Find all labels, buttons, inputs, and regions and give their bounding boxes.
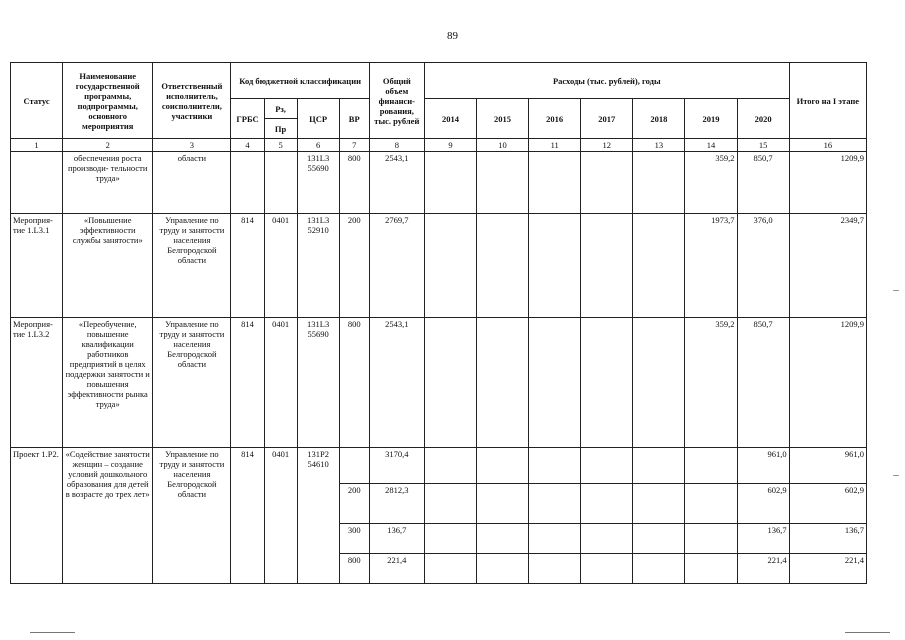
empty-cell	[529, 318, 581, 448]
column-number: 8	[369, 139, 424, 152]
row-vr: 800	[339, 318, 369, 448]
empty-cell	[477, 318, 529, 448]
row-status: Мероприя- тие 1.L3.2	[11, 318, 63, 448]
empty-cell	[633, 554, 685, 584]
column-number: 2	[63, 139, 153, 152]
row-total: 2769,7	[369, 214, 424, 318]
header-year-2015: 2015	[477, 99, 529, 139]
column-number: 14	[685, 139, 737, 152]
header-year-2017: 2017	[581, 99, 633, 139]
page-number: 89	[447, 30, 458, 42]
row-stage: 2349,7	[789, 214, 866, 318]
row-executor: Управление по труду и занятости населения Белгородской области	[153, 318, 231, 448]
header-year-2016: 2016	[529, 99, 581, 139]
row-2019: 359,2	[685, 152, 737, 214]
column-number: 16	[789, 139, 866, 152]
column-number: 12	[581, 139, 633, 152]
row-2019: 359,2	[685, 318, 737, 448]
column-number: 7	[339, 139, 369, 152]
column-number-row	[11, 139, 867, 152]
empty-cell	[477, 484, 529, 524]
budget-table	[10, 62, 867, 584]
table-row	[11, 214, 867, 318]
row-2020: 136,7	[737, 524, 789, 554]
scan-edge-mark	[893, 290, 899, 291]
empty-cell	[529, 554, 581, 584]
column-number: 9	[424, 139, 476, 152]
empty-cell	[581, 554, 633, 584]
header-vr: ВР	[339, 99, 369, 139]
column-number: 6	[297, 139, 339, 152]
row-total: 136,7	[369, 524, 424, 554]
row-csr: 131L3 55690	[297, 318, 339, 448]
header-budget-code: Код бюджетной классификации	[231, 63, 369, 99]
column-number: 5	[264, 139, 297, 152]
column-number: 13	[633, 139, 685, 152]
empty-cell	[477, 152, 529, 214]
empty-cell	[685, 484, 737, 524]
row-stage: 602,9	[789, 484, 866, 524]
project-executor: Управление по труду и занятости населения Белгородской области	[153, 448, 231, 584]
project-rzpr: 0401	[264, 448, 297, 584]
row-status	[11, 152, 63, 214]
table-row	[11, 152, 867, 214]
row-stage: 221,4	[789, 554, 866, 584]
table-row	[11, 318, 867, 448]
empty-cell	[424, 152, 476, 214]
empty-cell	[581, 152, 633, 214]
row-vr: 800	[339, 554, 369, 584]
empty-cell	[633, 214, 685, 318]
row-stage: 1209,9	[789, 152, 866, 214]
header-total-volume: Общий объем финанси- рования, тыс. рублей	[369, 63, 424, 139]
row-grbs: 814	[231, 318, 264, 448]
empty-cell	[633, 152, 685, 214]
row-2020: 221,4	[737, 554, 789, 584]
header-year-2014: 2014	[424, 99, 476, 139]
empty-cell	[685, 448, 737, 484]
empty-cell	[633, 524, 685, 554]
empty-cell	[529, 448, 581, 484]
header-total-stage: Итого на I этапе	[789, 63, 866, 139]
header-grbs: ГРБС	[231, 99, 264, 139]
column-number: 15	[737, 139, 789, 152]
scan-edge-mark	[893, 475, 899, 476]
row-name: «Повышение эффективности службы занятости»	[63, 214, 153, 318]
row-rzpr	[264, 152, 297, 214]
row-status: Мероприя- тие 1.L3.1	[11, 214, 63, 318]
row-vr: 300	[339, 524, 369, 554]
empty-cell	[424, 318, 476, 448]
row-total: 3170,4	[369, 448, 424, 484]
empty-cell	[633, 318, 685, 448]
row-executor: области	[153, 152, 231, 214]
row-grbs	[231, 152, 264, 214]
empty-cell	[685, 524, 737, 554]
row-rzpr: 0401	[264, 318, 297, 448]
row-csr: 131L3 55690	[297, 152, 339, 214]
row-total: 221,4	[369, 554, 424, 584]
row-total: 2543,1	[369, 152, 424, 214]
row-total: 2812,3	[369, 484, 424, 524]
empty-cell	[529, 152, 581, 214]
empty-cell	[477, 448, 529, 484]
row-rzpr: 0401	[264, 214, 297, 318]
column-number: 10	[477, 139, 529, 152]
row-name: обеспечения роста производи- тельности труда»	[63, 152, 153, 214]
empty-cell	[581, 484, 633, 524]
row-vr: 200	[339, 214, 369, 318]
empty-cell	[529, 484, 581, 524]
column-number: 3	[153, 139, 231, 152]
row-csr: 131L3 52910	[297, 214, 339, 318]
empty-cell	[529, 524, 581, 554]
row-stage: 1209,9	[789, 318, 866, 448]
header-expenses: Расходы (тыс. рублей), годы	[424, 63, 789, 99]
header-pr: Пр	[264, 119, 297, 139]
header-executor: Ответственный исполнитель, соисполнители, участники	[153, 63, 231, 139]
empty-cell	[424, 484, 476, 524]
row-2019: 1973,7	[685, 214, 737, 318]
empty-cell	[581, 524, 633, 554]
column-number: 1	[11, 139, 63, 152]
row-2020: 376,0	[737, 214, 789, 318]
header-year-2020: 2020	[737, 99, 789, 139]
empty-cell	[633, 484, 685, 524]
empty-cell	[581, 448, 633, 484]
row-2020: 850,7	[737, 152, 789, 214]
row-vr	[339, 448, 369, 484]
empty-cell	[581, 318, 633, 448]
project-grbs: 814	[231, 448, 264, 584]
empty-cell	[477, 214, 529, 318]
empty-cell	[477, 524, 529, 554]
empty-cell	[424, 214, 476, 318]
column-number: 11	[529, 139, 581, 152]
empty-cell	[424, 448, 476, 484]
header-year-2018: 2018	[633, 99, 685, 139]
row-total: 2543,1	[369, 318, 424, 448]
header-rz: Рз,	[264, 99, 297, 119]
scan-edge-mark	[845, 632, 890, 633]
row-2020: 850,7	[737, 318, 789, 448]
row-stage: 136,7	[789, 524, 866, 554]
row-vr: 200	[339, 484, 369, 524]
header-year-2019: 2019	[685, 99, 737, 139]
project-status: Проект 1.Р2.	[11, 448, 63, 584]
empty-cell	[477, 554, 529, 584]
row-grbs: 814	[231, 214, 264, 318]
table-row	[11, 448, 867, 484]
empty-cell	[424, 524, 476, 554]
project-name: «Содействие занятости женщин – создание условий дошкольного образования для детей в возрасте до трех лет»	[63, 448, 153, 584]
row-stage: 961,0	[789, 448, 866, 484]
empty-cell	[633, 448, 685, 484]
empty-cell	[424, 554, 476, 584]
empty-cell	[685, 554, 737, 584]
header-status: Статус	[11, 63, 63, 139]
row-vr: 800	[339, 152, 369, 214]
row-name: «Переобучение, повышение квалификации работников предприятий в целях поддержки занятости и повышения эффективности рынка труда»	[63, 318, 153, 448]
scan-edge-mark	[30, 632, 75, 633]
row-2020: 961,0	[737, 448, 789, 484]
project-csr: 131Р2 54610	[297, 448, 339, 584]
row-2020: 602,9	[737, 484, 789, 524]
row-executor: Управление по труду и занятости населения Белгородской области	[153, 214, 231, 318]
column-number: 4	[231, 139, 264, 152]
empty-cell	[529, 214, 581, 318]
header-program-name: Наименование государственной программы, подпрограммы, основного мероприятия	[63, 63, 153, 139]
header-csr: ЦСР	[297, 99, 339, 139]
empty-cell	[581, 214, 633, 318]
